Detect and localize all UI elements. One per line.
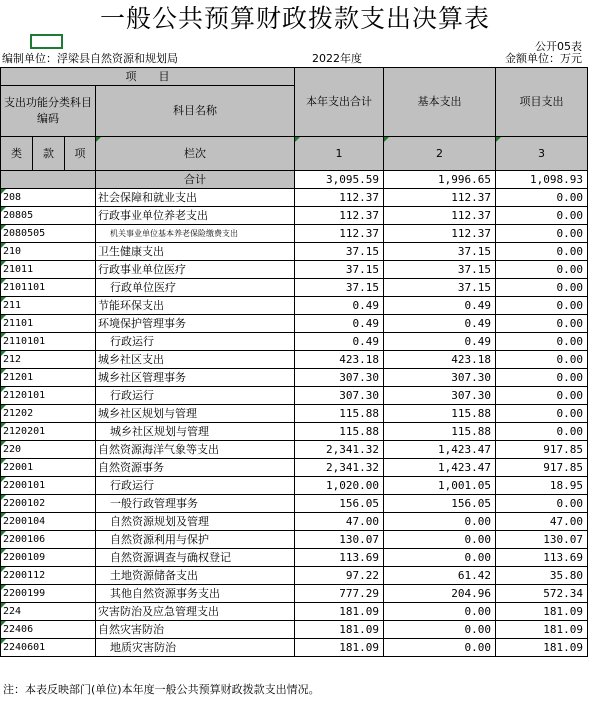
row-code: 22001 — [1, 459, 96, 477]
row-code: 2080505 — [1, 225, 96, 243]
sum-total: 3,095.59 — [295, 171, 384, 189]
row-project: 0.00 — [496, 243, 588, 261]
row-project: 18.95 — [496, 477, 588, 495]
table-row — [1, 441, 588, 459]
row-project: 130.07 — [496, 531, 588, 549]
table-row — [1, 585, 588, 603]
row-total: 37.15 — [295, 279, 384, 297]
row-project: 0.00 — [496, 405, 588, 423]
table-row — [1, 567, 588, 585]
row-project: 0.00 — [496, 495, 588, 513]
row-code: 21202 — [1, 405, 96, 423]
table-row — [1, 351, 588, 369]
table-row — [1, 297, 588, 315]
row-code: 211 — [1, 297, 96, 315]
table-row — [1, 207, 588, 225]
table-row — [1, 603, 588, 621]
row-basic: 0.00 — [384, 513, 496, 531]
row-subject-name: 自然资源利用与保护 — [96, 531, 295, 549]
row-project: 917.85 — [496, 459, 588, 477]
row-code: 2200112 — [1, 567, 96, 585]
row-code: 22406 — [1, 621, 96, 639]
row-subject-name: 一般行政管理事务 — [96, 495, 295, 513]
row-project: 0.00 — [496, 369, 588, 387]
row-subject-name: 城乡社区支出 — [96, 351, 295, 369]
header-basic: 基本支出 — [384, 68, 496, 137]
row-subject-name: 行政单位医疗 — [96, 279, 295, 297]
header-col1: 1 — [295, 137, 384, 171]
sum-basic: 1,996.65 — [384, 171, 496, 189]
row-project: 0.00 — [496, 279, 588, 297]
row-subject-name: 其他自然资源事务支出 — [96, 585, 295, 603]
row-subject-name: 自然灾害防治 — [96, 621, 295, 639]
row-basic: 0.00 — [384, 531, 496, 549]
row-code: 224 — [1, 603, 96, 621]
row-basic: 112.37 — [384, 207, 496, 225]
row-subject-name: 地质灾害防治 — [96, 639, 295, 657]
row-subject-name: 节能环保支出 — [96, 297, 295, 315]
table-row — [1, 405, 588, 423]
sum-project: 1,098.93 — [496, 171, 588, 189]
row-project: 0.00 — [496, 207, 588, 225]
header-col2: 2 — [384, 137, 496, 171]
row-total: 112.37 — [295, 189, 384, 207]
row-code: 2200199 — [1, 585, 96, 603]
header-kuan: 款 — [33, 137, 65, 171]
row-code: 21101 — [1, 315, 96, 333]
row-total: 112.37 — [295, 225, 384, 243]
header-subject-name: 科目名称 — [96, 86, 295, 137]
row-basic: 0.49 — [384, 315, 496, 333]
row-project: 0.00 — [496, 225, 588, 243]
table-row — [1, 189, 588, 207]
row-project: 181.09 — [496, 621, 588, 639]
row-code: 220 — [1, 441, 96, 459]
row-subject-name: 自然资源事务 — [96, 459, 295, 477]
row-code: 2200104 — [1, 513, 96, 531]
row-code: 2240601 — [1, 639, 96, 657]
row-code: 2120101 — [1, 387, 96, 405]
header-xiang: 项 — [65, 137, 96, 171]
row-basic: 37.15 — [384, 243, 496, 261]
row-subject-name: 自然资源规划及管理 — [96, 513, 295, 531]
row-basic: 37.15 — [384, 279, 496, 297]
row-basic: 112.37 — [384, 225, 496, 243]
table-row — [1, 333, 588, 351]
row-total: 181.09 — [295, 621, 384, 639]
selected-cell-indicator[interactable] — [30, 34, 63, 49]
table-row — [1, 513, 588, 531]
table-note: 注：本表反映部门(单位)本年度一般公共预算财政拨款支出情况。 — [3, 683, 320, 696]
row-total: 777.29 — [295, 585, 384, 603]
row-subject-name: 城乡社区规划与管理 — [96, 405, 295, 423]
row-project: 0.00 — [496, 387, 588, 405]
row-code: 2101101 — [1, 279, 96, 297]
row-total: 181.09 — [295, 639, 384, 657]
row-project: 35.80 — [496, 567, 588, 585]
row-total: 97.22 — [295, 567, 384, 585]
row-project: 0.00 — [496, 423, 588, 441]
row-project: 917.85 — [496, 441, 588, 459]
row-subject-name: 城乡社区规划与管理 — [96, 423, 295, 441]
row-code: 2200102 — [1, 495, 96, 513]
unit-label: 编制单位：浮梁县自然资源和规划局 — [2, 52, 178, 65]
row-basic: 115.88 — [384, 405, 496, 423]
expenditure-table — [0, 67, 588, 657]
row-basic: 0.00 — [384, 603, 496, 621]
header-item: 项 目 — [1, 68, 295, 86]
table-row — [1, 459, 588, 477]
row-project: 0.00 — [496, 261, 588, 279]
row-basic: 0.49 — [384, 333, 496, 351]
row-basic: 0.00 — [384, 621, 496, 639]
row-basic: 156.05 — [384, 495, 496, 513]
row-total: 115.88 — [295, 423, 384, 441]
sum-blank — [1, 171, 96, 189]
row-basic: 1,001.05 — [384, 477, 496, 495]
row-total: 0.49 — [295, 297, 384, 315]
row-project: 181.09 — [496, 639, 588, 657]
table-row — [1, 261, 588, 279]
row-basic: 0.49 — [384, 297, 496, 315]
row-subject-name: 城乡社区管理事务 — [96, 369, 295, 387]
table-row — [1, 621, 588, 639]
report-title: 一般公共预算财政拨款支出决算表 — [99, 4, 490, 33]
row-basic: 115.88 — [384, 423, 496, 441]
row-basic: 1,423.47 — [384, 441, 496, 459]
table-row — [1, 387, 588, 405]
row-total: 307.30 — [295, 369, 384, 387]
row-basic: 204.96 — [384, 585, 496, 603]
row-project: 47.00 — [496, 513, 588, 531]
header-column-no: 栏次 — [96, 137, 295, 171]
row-basic: 0.00 — [384, 549, 496, 567]
report-year: 2022年度 — [312, 52, 362, 65]
row-project: 0.00 — [496, 333, 588, 351]
row-subject-name: 环境保护管理事务 — [96, 315, 295, 333]
row-project: 0.00 — [496, 315, 588, 333]
row-subject-name: 自然资源海洋气象等支出 — [96, 441, 295, 459]
row-subject-name: 机关事业单位基本养老保险缴费支出 — [96, 225, 295, 243]
table-row — [1, 495, 588, 513]
table-row — [1, 243, 588, 261]
row-total: 112.37 — [295, 207, 384, 225]
form-number: 公开05表 — [535, 40, 582, 53]
row-total: 2,341.32 — [295, 459, 384, 477]
row-basic: 307.30 — [384, 387, 496, 405]
row-basic: 61.42 — [384, 567, 496, 585]
row-subject-name: 社会保障和就业支出 — [96, 189, 295, 207]
row-project: 0.00 — [496, 189, 588, 207]
row-total: 181.09 — [295, 603, 384, 621]
table-row — [1, 477, 588, 495]
row-project: 0.00 — [496, 351, 588, 369]
row-subject-name: 自然资源调查与确权登记 — [96, 549, 295, 567]
row-total: 115.88 — [295, 405, 384, 423]
table-row — [1, 549, 588, 567]
table-row — [1, 315, 588, 333]
row-total: 47.00 — [295, 513, 384, 531]
header-total: 本年支出合计 — [295, 68, 384, 137]
row-basic: 307.30 — [384, 369, 496, 387]
row-code: 2200101 — [1, 477, 96, 495]
sum-label: 合计 — [96, 171, 295, 189]
row-project: 0.00 — [496, 297, 588, 315]
header-lei: 类 — [1, 137, 33, 171]
row-subject-name: 卫生健康支出 — [96, 243, 295, 261]
table-row — [1, 423, 588, 441]
row-total: 0.49 — [295, 333, 384, 351]
money-unit: 金额单位：万元 — [505, 52, 582, 65]
row-code: 2120201 — [1, 423, 96, 441]
table-row — [1, 369, 588, 387]
row-code: 2200109 — [1, 549, 96, 567]
row-total: 2,341.32 — [295, 441, 384, 459]
row-total: 113.69 — [295, 549, 384, 567]
table-row — [1, 225, 588, 243]
row-basic: 1,423.47 — [384, 459, 496, 477]
row-code: 20805 — [1, 207, 96, 225]
table-row — [1, 639, 588, 657]
table-row — [1, 531, 588, 549]
row-total: 130.07 — [295, 531, 384, 549]
row-subject-name: 行政运行 — [96, 477, 295, 495]
row-subject-name: 灾害防治及应急管理支出 — [96, 603, 295, 621]
row-code: 212 — [1, 351, 96, 369]
header-col3: 3 — [496, 137, 588, 171]
row-code: 21011 — [1, 261, 96, 279]
row-basic: 37.15 — [384, 261, 496, 279]
row-total: 1,020.00 — [295, 477, 384, 495]
row-total: 37.15 — [295, 243, 384, 261]
row-code: 21201 — [1, 369, 96, 387]
row-code: 2200106 — [1, 531, 96, 549]
header-func-code: 支出功能分类科目编码 — [1, 86, 96, 137]
row-code: 210 — [1, 243, 96, 261]
row-total: 37.15 — [295, 261, 384, 279]
row-project: 113.69 — [496, 549, 588, 567]
row-total: 423.18 — [295, 351, 384, 369]
row-subject-name: 行政运行 — [96, 387, 295, 405]
row-project: 181.09 — [496, 603, 588, 621]
row-basic: 423.18 — [384, 351, 496, 369]
row-subject-name: 土地资源储备支出 — [96, 567, 295, 585]
row-total: 0.49 — [295, 315, 384, 333]
row-total: 156.05 — [295, 495, 384, 513]
row-subject-name: 行政运行 — [96, 333, 295, 351]
row-code: 208 — [1, 189, 96, 207]
table-row — [1, 279, 588, 297]
row-basic: 112.37 — [384, 189, 496, 207]
row-subject-name: 行政事业单位医疗 — [96, 261, 295, 279]
row-basic: 0.00 — [384, 639, 496, 657]
row-code: 2110101 — [1, 333, 96, 351]
header-project: 项目支出 — [496, 68, 588, 137]
row-project: 572.34 — [496, 585, 588, 603]
row-subject-name: 行政事业单位养老支出 — [96, 207, 295, 225]
row-total: 307.30 — [295, 387, 384, 405]
